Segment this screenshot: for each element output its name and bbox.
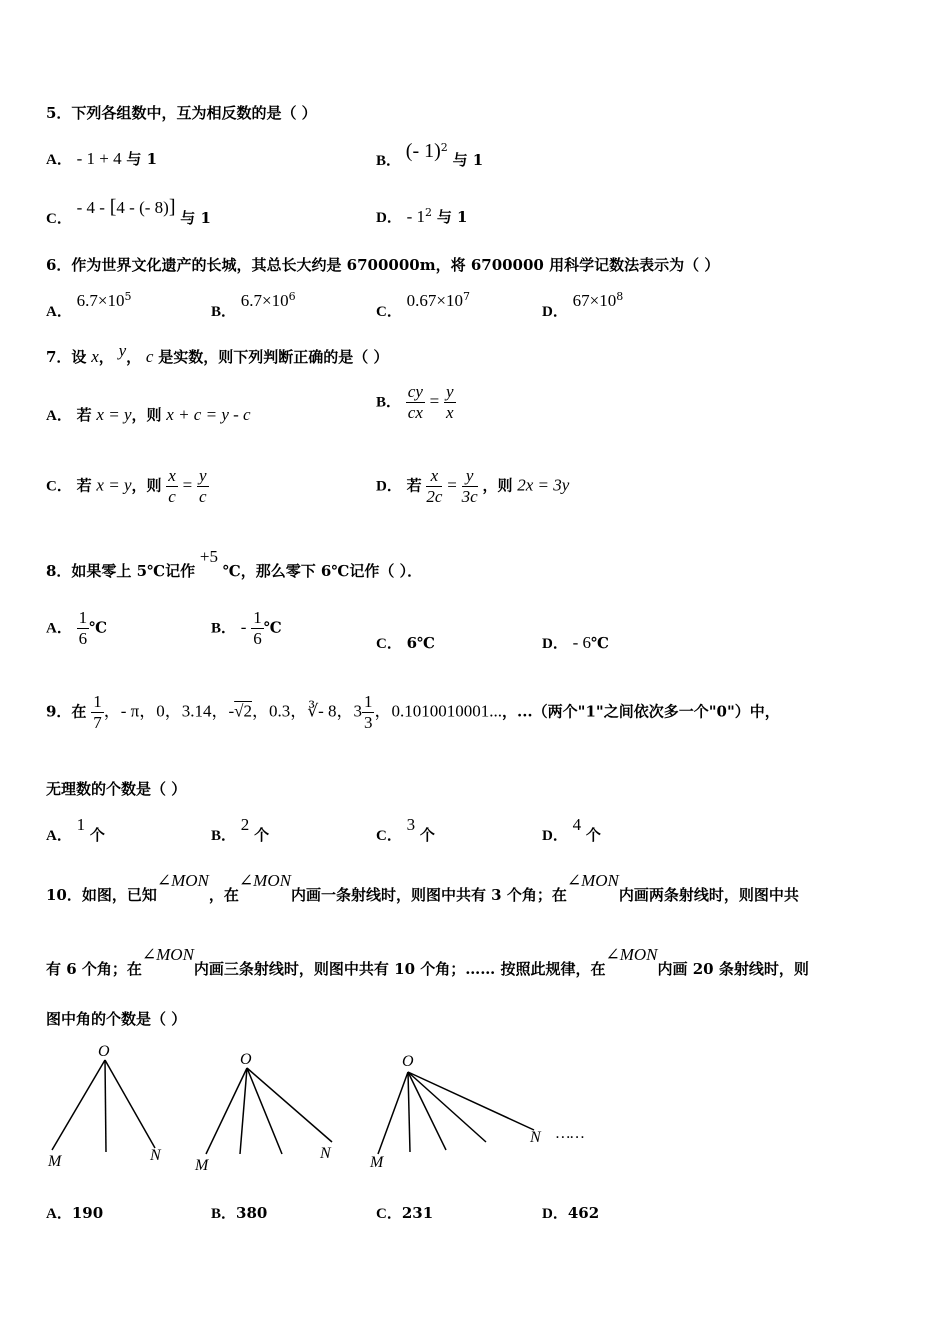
- q7-b-frac2: $\frac{y}{x}$: [446, 382, 454, 422]
- q9-frac-1-7: $\frac{1}{7}$: [93, 692, 102, 732]
- q5-d-expr: - 1: [406, 207, 426, 226]
- q7-d-frac1: $\frac{x}{2c}$: [426, 466, 443, 506]
- q6-option-a[interactable]: [46, 290, 132, 320]
- q8-d-val: - 6: [572, 633, 592, 652]
- q9-option-d[interactable]: [542, 814, 601, 844]
- q5-d-letter: D．: [376, 210, 402, 226]
- q10-d-letter: D．: [542, 1206, 568, 1222]
- q10-line1-pre: 10．如图，已知: [46, 886, 157, 904]
- q6-option-b[interactable]: [211, 290, 296, 320]
- q7-b-frac1: $\frac{cy}{cx}$: [407, 382, 423, 422]
- q7-c-then: ，则: [131, 476, 162, 495]
- fig2-label-m: M: [195, 1157, 209, 1174]
- q10-option-a[interactable]: [46, 1202, 103, 1223]
- fig3-label-m: M: [370, 1154, 384, 1171]
- q7-option-d[interactable]: D． 若 $\frac{x}{2c}$ = $\frac{y}{3c}$ ，则 2x = 3y: [376, 466, 570, 506]
- q5-c-bracket: 4 - (- 8): [116, 198, 169, 217]
- q10-c-letter: C．: [376, 1206, 402, 1222]
- q8-stem-pre: 8．如果零上 5℃记作: [46, 562, 196, 580]
- q10-line1: 10．如图，已知∠MON，在∠MON内画一条射线时，则图中共有 3 个角；在∠MON内画两条射线时，则图中共: [46, 871, 799, 904]
- q9-b-val: 2: [240, 815, 250, 834]
- q6-b-exp: 6: [288, 290, 296, 303]
- q8-a-unit: ℃: [89, 618, 108, 637]
- fig3-ray-on: [408, 1072, 534, 1130]
- fig2-ray-2: [247, 1068, 282, 1154]
- q6-c-exp: 7: [462, 290, 470, 303]
- fig1-ray-om: [52, 1060, 105, 1150]
- q5-option-b[interactable]: [376, 140, 484, 169]
- q9-option-c[interactable]: [376, 814, 435, 844]
- q9-a-unit: 个: [89, 826, 105, 844]
- q5-c-pre: - 4 -: [76, 198, 105, 217]
- q7-c-letter: C．: [46, 478, 72, 495]
- q10-d-val: 462: [567, 1204, 600, 1222]
- q8-option-d[interactable]: [542, 632, 609, 653]
- figure-1: [52, 1060, 155, 1152]
- q8-a-letter: A．: [46, 620, 72, 637]
- q6-stem: 6．作为世界文化遗产的长城，其总长大约是 6700000m，将 6700000 用科学记数法表示为（ ）: [46, 256, 720, 274]
- fig-ellipsis: ……: [556, 1125, 585, 1142]
- q6-option-c[interactable]: [376, 290, 470, 320]
- q10-c-val: 231: [401, 1204, 434, 1222]
- fig3-ray-3: [408, 1072, 486, 1142]
- q9-item-sqrt2: √2: [234, 701, 252, 721]
- q7-c-frac2: $\frac{y}{c}$: [198, 466, 207, 506]
- q7-c-frac1: $\frac{x}{c}$: [168, 466, 176, 506]
- figure-2: [206, 1068, 332, 1154]
- q10-a-val: 190: [71, 1204, 104, 1222]
- fig1-ray-on: [105, 1060, 155, 1148]
- q10-a-letter: A．: [46, 1206, 72, 1222]
- q5-b-exp: 2: [440, 141, 448, 154]
- q10-line1-a: 内画一条射线时，则图中共有 3 个角；在: [290, 886, 567, 904]
- q9-a-val: 1: [76, 815, 86, 834]
- q7-d-res: 2x = 3y: [517, 475, 570, 495]
- q8-stem-post: ℃，那么零下 6℃记作（ ）．: [222, 562, 423, 580]
- q9-stem-post: ，...（两个"1"之间依次多一个"0"）中，: [501, 702, 780, 721]
- q9-c-unit: 个: [419, 826, 435, 844]
- q10-b-val: 380: [236, 1204, 268, 1222]
- q7-a-if: 若: [76, 406, 92, 424]
- q9-item-pi: ，- π，: [103, 701, 157, 721]
- q10-angle-3: ∠MON: [566, 871, 619, 890]
- q7-option-c[interactable]: C． 若 x = y，则 $\frac{x}{c}$ = $\frac{y}{c}$: [46, 466, 207, 506]
- fig3-ray-2: [408, 1072, 446, 1150]
- q8-option-c[interactable]: [376, 632, 435, 653]
- q6-a-letter: A．: [46, 304, 72, 320]
- q5-a-tail: 与 1: [126, 150, 158, 168]
- q5-option-a[interactable]: [46, 148, 157, 169]
- fig2-ray-on: [247, 1068, 332, 1142]
- q7-option-a[interactable]: [46, 404, 251, 425]
- q9-c-val: 3: [406, 815, 416, 834]
- q10-line1-b: 内画两条射线时，则图中共: [618, 886, 799, 904]
- q7-stem-pre: 7．设: [46, 348, 87, 366]
- q8-plus5: +5: [199, 547, 218, 566]
- q6-d-base: 67×10: [572, 291, 617, 310]
- fig3-label-n: N: [530, 1129, 541, 1146]
- q7-b-letter: B．: [376, 394, 402, 411]
- q9-line2: 无理数的个数是（ ）: [46, 780, 187, 798]
- q9-item-zero: 0: [156, 701, 165, 721]
- q9-option-a[interactable]: [46, 814, 105, 844]
- q10-line2: [46, 944, 809, 978]
- q5-b-expr: (- 1): [405, 140, 441, 162]
- q10-line2-b: 内画 20 条射线时，则: [657, 960, 809, 978]
- q5-a-letter: A．: [46, 152, 72, 168]
- fig3-label-o: O: [402, 1053, 414, 1070]
- q7-d-letter: D．: [376, 478, 402, 495]
- q7-a-cond: x = y: [96, 405, 132, 424]
- q5-c-tail: 与 1: [180, 209, 211, 227]
- q7-option-b[interactable]: B． $\frac{cy}{cx}$ = $\frac{y}{x}$: [376, 382, 454, 422]
- q7-var-c: c: [145, 347, 154, 366]
- fig2-label-o: O: [240, 1051, 252, 1068]
- q8-b-frac: $\frac{1}{6}$: [253, 608, 262, 648]
- q6-c-base: 0.67×10: [406, 291, 463, 310]
- q10-option-d[interactable]: [542, 1202, 599, 1223]
- fig2-label-n: N: [320, 1145, 331, 1162]
- q10-b-letter: B．: [211, 1206, 237, 1222]
- q6-d-exp: 8: [616, 290, 624, 303]
- q5-option-c[interactable]: C． - 4 - [4 - (- 8)] 与 1: [46, 196, 211, 227]
- q10-line2-a: 内画三条射线时，则图中共有 10 个角；…… 按照此规律，在: [193, 960, 606, 978]
- q5-d-exp: 2: [425, 206, 433, 219]
- q6-b-letter: B．: [211, 304, 237, 320]
- q9-mixed-whole: 3: [353, 701, 362, 721]
- q9-item-03: 0.3: [268, 701, 291, 721]
- q8-b-unit: ℃: [263, 618, 282, 637]
- q10-option-b[interactable]: [211, 1202, 267, 1223]
- fig1-label-m: M: [48, 1153, 62, 1170]
- q8-c-val: 6℃: [406, 634, 436, 652]
- fig1-label-n: N: [150, 1147, 161, 1164]
- q7-d-frac2: $\frac{y}{3c}$: [461, 466, 478, 506]
- q7-var-x: x: [91, 347, 99, 366]
- q9-decimal: 0.1010010001...: [391, 701, 502, 721]
- q5-c-letter: C．: [46, 211, 72, 227]
- q9-item-314: 3.14: [181, 701, 212, 721]
- q10-angle-2: ∠MON: [238, 871, 291, 890]
- q5-b-letter: B．: [376, 153, 402, 169]
- q7-var-y: y: [118, 341, 127, 360]
- fig3-ray-om: [378, 1072, 408, 1154]
- figure-3: [378, 1072, 534, 1154]
- q5-stem: 5．下列各组数中，互为相反数的是（ ）: [46, 104, 317, 122]
- q5-b-tail: 与 1: [452, 151, 484, 169]
- q10-angle-5: ∠MON: [605, 945, 658, 964]
- q9-d-val: 4: [572, 815, 582, 834]
- q9-d-letter: D．: [542, 828, 568, 844]
- q10-line2-pre: 有 6 个角；在: [46, 960, 142, 978]
- q6-d-letter: D．: [542, 304, 568, 320]
- q8-stem: [46, 546, 423, 580]
- q6-a-base: 6.7×10: [76, 291, 125, 310]
- q9-mixed-frac: $\frac{1}{3}$: [363, 692, 373, 732]
- q8-option-b[interactable]: [211, 608, 282, 649]
- q6-a-exp: 5: [124, 290, 132, 303]
- q8-c-letter: C．: [376, 636, 402, 652]
- fig1-label-o: O: [98, 1043, 110, 1060]
- q8-option-a[interactable]: [46, 608, 107, 649]
- q10-angle-1: ∠MON: [156, 871, 209, 890]
- q5-option-d[interactable]: [376, 206, 468, 227]
- q9-item-cuberoot: ∛- 8: [307, 701, 337, 721]
- q7-stem-post: 是实数，则下列判断正确的是（ ）: [158, 348, 389, 366]
- q6-option-d[interactable]: [542, 290, 624, 320]
- q10-option-c[interactable]: [376, 1202, 433, 1223]
- q5-d-tail: 与 1: [436, 208, 468, 226]
- q5-a-expr: - 1 + 4: [76, 149, 122, 168]
- q9-a-letter: A．: [46, 828, 72, 844]
- q9-stem: 9．在 $\frac{1}{7}$ ，- π，0，3.14，-√2，0.3，∛- 8，3 $\frac{1}{3}$ ，0.1010010001...，...（两个"1"之间依次多一个"0"）中，: [46, 692, 780, 732]
- q7-a-then: ，则: [131, 406, 162, 424]
- q9-stem-pre: 9．在: [46, 702, 87, 721]
- q9-b-letter: B．: [211, 828, 237, 844]
- q6-b-base: 6.7×10: [240, 291, 289, 310]
- q7-d-if: 若: [406, 476, 422, 495]
- q8-b-letter: B．: [211, 620, 237, 637]
- q8-b-sign: -: [240, 617, 247, 637]
- q7-a-letter: A．: [46, 408, 72, 424]
- q8-d-letter: D．: [542, 636, 568, 652]
- q7-stem: 7．设 x， y， c 是实数，则下列判断正确的是（ ）: [46, 341, 389, 366]
- q8-d-unit: ℃: [591, 634, 610, 652]
- q10-line3: 图中角的个数是（ ）: [46, 1010, 187, 1028]
- q9-d-unit: 个: [585, 826, 601, 844]
- q9-b-unit: 个: [254, 826, 270, 844]
- fig3-ray-1: [408, 1072, 410, 1152]
- q10-angle-4: ∠MON: [141, 945, 194, 964]
- q8-a-frac: $\frac{1}{6}$: [78, 608, 88, 648]
- q7-c-if: 若: [76, 476, 92, 495]
- q10-figure: [40, 1036, 620, 1176]
- q7-c-cond: x = y: [96, 475, 132, 495]
- fig1-ray-mid: [105, 1060, 106, 1152]
- q9-option-b[interactable]: [211, 814, 270, 844]
- q7-d-then: ，则: [482, 476, 513, 495]
- q7-a-res: x + c = y - c: [166, 405, 251, 424]
- q6-c-letter: C．: [376, 304, 402, 320]
- q9-c-letter: C．: [376, 828, 402, 844]
